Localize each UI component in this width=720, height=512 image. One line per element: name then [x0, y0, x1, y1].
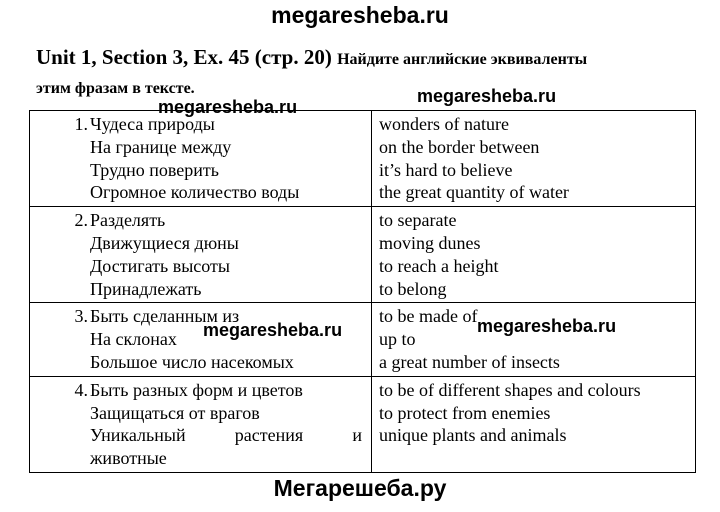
- group-number: [30, 255, 90, 278]
- exercise-instruction-part2: этим фразам в тексте.: [36, 80, 195, 97]
- russian-phrase-line: [30, 255, 371, 278]
- russian-phrase-line: [30, 136, 371, 159]
- russian-phrase: Уникальный растения и: [90, 425, 362, 446]
- russian-phrases-cell: [30, 111, 372, 207]
- table-row: [30, 376, 696, 472]
- russian-phrase-line: [30, 159, 371, 182]
- english-phrases-cell: [372, 376, 696, 472]
- group-number: [30, 232, 90, 255]
- russian-phrases-cell: [30, 207, 372, 303]
- russian-phrase-line: [30, 447, 371, 470]
- exercise-title: Unit 1, Section 3, Ex. 45 (стр. 20): [36, 45, 332, 69]
- group-number: [30, 328, 90, 351]
- russian-phrase-line: [30, 181, 371, 204]
- watermark: megaresheba.ru: [158, 97, 298, 117]
- russian-phrase: Большое число насекомых: [90, 351, 294, 372]
- exercise-instruction-part1: Найдите английские эквиваленты: [337, 51, 588, 68]
- english-phrase: a great number of insects: [379, 351, 560, 372]
- russian-phrase: Принадлежать: [90, 278, 202, 299]
- english-phrase: to belong: [379, 278, 447, 299]
- group-number: 4.: [74, 379, 88, 400]
- english-phrase: to protect from enemies: [379, 402, 551, 423]
- group-number: [30, 424, 90, 447]
- phrases-table: [29, 110, 696, 473]
- english-phrase: the great quantity of water: [379, 182, 569, 203]
- english-phrase: to be made of: [379, 306, 478, 327]
- group-number: [30, 278, 90, 301]
- english-phrases-cell: [372, 111, 696, 207]
- english-phrase: wonders of nature: [379, 114, 509, 134]
- english-phrase: to separate: [379, 210, 457, 231]
- english-phrase: moving dunes: [379, 232, 481, 253]
- site-footer-watermark: Мегарешеба.ру: [273, 475, 447, 501]
- english-phrase: up to: [379, 329, 416, 350]
- watermark: megaresheba.ru: [477, 316, 617, 336]
- russian-phrase: Чудеса природы: [90, 114, 215, 134]
- russian-phrase: животные: [90, 448, 167, 469]
- group-number: 1.: [74, 114, 88, 134]
- english-phrase: to reach a height: [379, 255, 499, 276]
- russian-phrase: Трудно поверить: [90, 159, 219, 180]
- group-number: [30, 159, 90, 182]
- watermark: megaresheba.ru: [417, 86, 557, 106]
- russian-phrase: На границе между: [90, 136, 232, 157]
- russian-phrase: На склонах: [90, 329, 177, 350]
- russian-phrase-line: [30, 278, 371, 301]
- watermark: megaresheba.ru: [203, 320, 343, 340]
- english-phrases-cell: [372, 207, 696, 303]
- english-phrase: it’s hard to believe: [379, 159, 513, 180]
- english-phrase: to be of different shapes and colours: [379, 379, 641, 400]
- exercise-heading: [36, 44, 706, 102]
- russian-phrase: Быть разных форм и цветов: [90, 379, 303, 400]
- russian-phrase: Достигать высоты: [90, 255, 231, 276]
- russian-phrase-line: [30, 351, 371, 374]
- group-number: 3.: [74, 306, 88, 327]
- russian-phrase: Огромное количество воды: [90, 182, 300, 203]
- group-number: [30, 181, 90, 204]
- site-header-watermark: megaresheba.ru: [271, 2, 449, 28]
- russian-phrases-cell: [30, 376, 372, 472]
- group-number: 2.: [74, 210, 88, 231]
- russian-phrase: Быть сделанным из: [90, 306, 240, 327]
- russian-phrase: Защищаться от врагов: [90, 402, 260, 423]
- english-phrase: on the border between: [379, 136, 540, 157]
- group-number: [30, 351, 90, 374]
- group-number: [30, 136, 90, 159]
- group-number: [30, 447, 90, 470]
- russian-phrase-line: [30, 209, 371, 232]
- russian-phrase-line: [30, 379, 371, 402]
- group-number: [30, 402, 90, 425]
- russian-phrase-line: [30, 424, 371, 447]
- table-row: [30, 111, 696, 207]
- russian-phrase-line: [30, 402, 371, 425]
- russian-phrase: Разделять: [90, 210, 166, 231]
- english-phrase: unique plants and animals: [379, 425, 567, 446]
- russian-phrase: Движущиеся дюны: [90, 232, 239, 253]
- russian-phrase-line: [30, 232, 371, 255]
- english-phrases-cell: [372, 303, 696, 376]
- table-row: [30, 303, 696, 376]
- table-row: [30, 207, 696, 303]
